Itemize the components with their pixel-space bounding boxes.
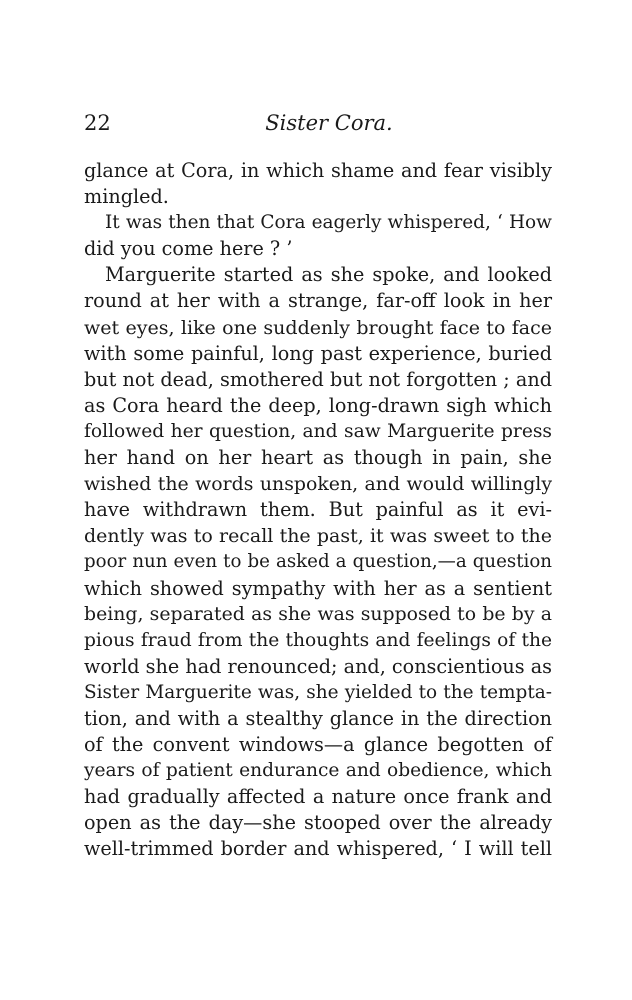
text-line: with some painful, long past experience, buried (84, 341, 552, 365)
body-text (84, 158, 552, 863)
text-line: followed her question, and saw Marguerite press (84, 420, 552, 442)
running-title: Sister Cora. (265, 111, 393, 135)
text-line: dently was to recall the past, it was sweet to the (84, 525, 552, 548)
text-line: wished the words unspoken, and would willingly (84, 473, 552, 496)
text-line: pious fraud from the thoughts and feelings of the (84, 629, 552, 651)
text-line: but not dead, smothered but not forgotten ; and (84, 367, 552, 391)
text-line: poor nun even to be asked a question,—a question (84, 551, 552, 573)
text-line: had gradually affected a nature once frank and (84, 785, 552, 809)
text-line: years of patient endurance and obedience, which (84, 760, 552, 782)
running-head (84, 108, 552, 138)
text-line: which showed sympathy with her as a sentient (84, 576, 552, 600)
text-line: glance at Cora, in which shame and fear visibly (84, 159, 552, 182)
page-number: 22 (84, 111, 111, 135)
text-line: round at her with a strange, far-off look in her (84, 289, 552, 313)
text-line: her hand on her heart as though in pain, she (84, 446, 552, 470)
text-line: Marguerite started as she spoke, and looked (105, 263, 552, 287)
text-line: as Cora heard the deep, long-drawn sigh which (84, 393, 552, 417)
text-line: Sister Marguerite was, she yielded to the tempta- (84, 681, 552, 703)
text-line: mingled. (84, 185, 169, 209)
text-line: open as the day—she stooped over the already (84, 811, 552, 835)
text-line: tion, and with a stealthy glance in the direction (84, 706, 552, 730)
text-line: world she had renounced; and, conscientious as (84, 654, 552, 678)
text-line: have withdrawn them. But painful as it evi- (84, 498, 552, 522)
text-line: did you come here ? ’ (84, 237, 293, 261)
text-line: being, separated as she was supposed to be by a (84, 603, 552, 625)
text-line: It was then that Cora eagerly whispered, ‘ How (105, 212, 552, 234)
text-line: well-trimmed border and whispered, ‘ I will tell (84, 837, 552, 861)
text-line: wet eyes, like one suddenly brought face to face (84, 316, 552, 339)
text-line: of the convent windows—a glance begotten of (84, 733, 552, 757)
